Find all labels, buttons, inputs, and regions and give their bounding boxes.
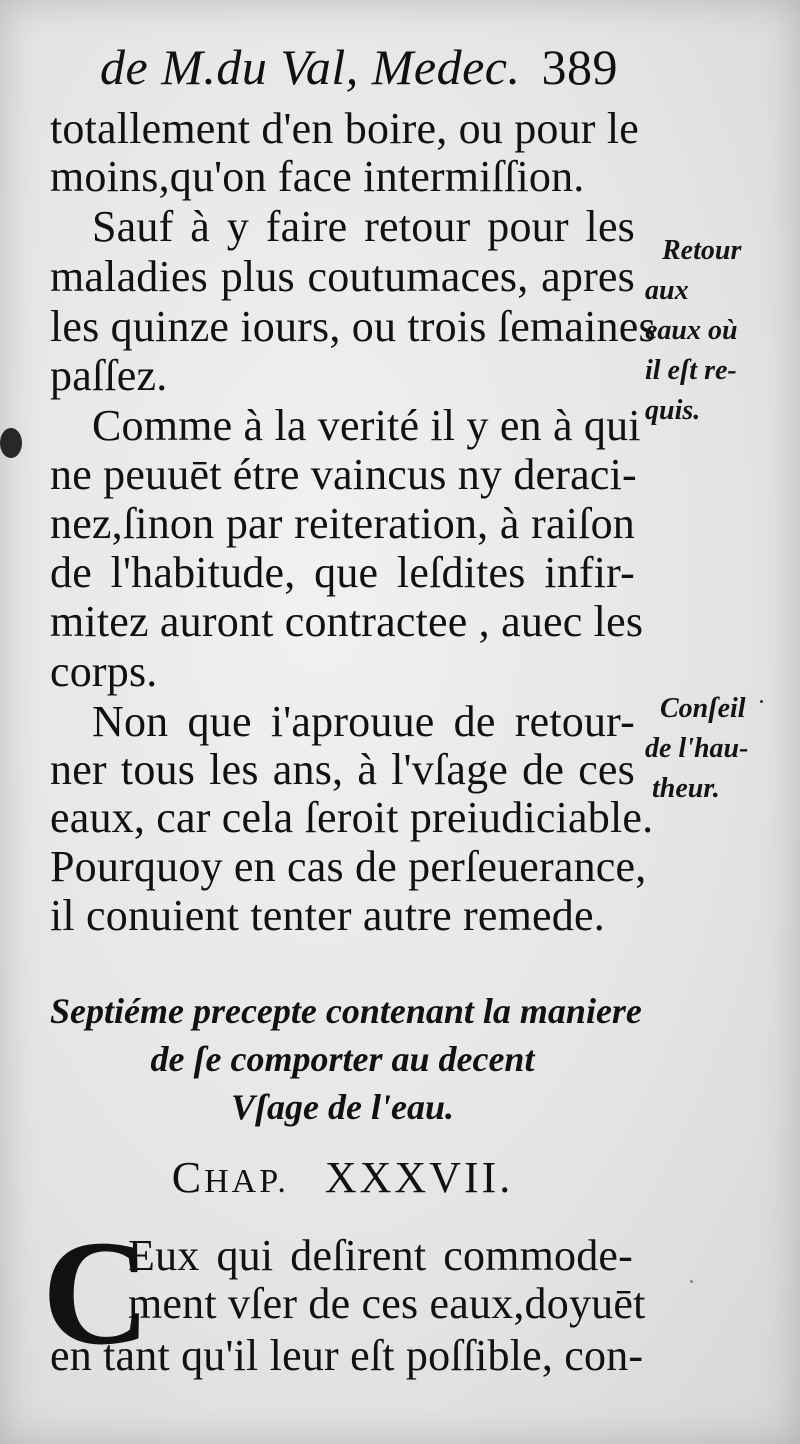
chapter-label-rest: HAP. <box>204 1163 289 1200</box>
margin-note-word: theur. <box>652 773 720 804</box>
running-title: de M.du Val, Medec. <box>100 39 521 95</box>
body-line: Pourquoy en cas de perſeuerance, <box>50 842 647 891</box>
ink-blot <box>0 428 22 458</box>
body-line: de l'habitude, que leſdites infir- <box>50 548 635 597</box>
chapter-label <box>50 1148 635 1212</box>
margin-note-word: il eſt re- <box>645 355 737 386</box>
body-line: mitez auront contractee , auec les <box>50 597 644 646</box>
body-line: paſſez. <box>50 351 168 400</box>
paper-speck <box>690 1280 693 1283</box>
margin-note-word: Retour <box>662 235 742 266</box>
body-line: ner tous les ans, à l'vſage de ces <box>50 745 635 794</box>
body-line: maladies plus coutumaces, apres <box>50 252 635 301</box>
chapter-text-line: Eux qui deſirent commode- <box>128 1231 633 1280</box>
body-line: il conuient tenter autre remede. <box>50 891 605 940</box>
section-heading-line: de ſe comporter au decent <box>150 1039 535 1079</box>
running-header <box>100 38 640 96</box>
margin-note-word: de l'hau- <box>645 733 749 764</box>
paper-speck <box>760 700 763 703</box>
body-line: moins,qu'on face intermiſſion. <box>50 152 585 201</box>
page-number: 389 <box>541 39 618 95</box>
chapter-label-initial: C <box>171 1153 205 1202</box>
margin-note-word: Conſeil <box>660 693 746 724</box>
chapter-text-line: ment vſer de ces eaux,doyuēt <box>128 1279 646 1328</box>
section-heading-line: Vſage de l'eau. <box>231 1087 454 1127</box>
margin-note-word: aux <box>645 275 689 306</box>
body-line: eaux, car cela ſeroit preiudiciable. <box>50 793 654 842</box>
margin-note-word: quis. <box>645 395 701 426</box>
body-line: totallement d'en boire, ou pour le <box>50 104 640 153</box>
section-heading-line: Septiéme precepte contenant la maniere <box>50 991 642 1031</box>
body-line: Comme à la verité il y en à qui <box>92 401 641 450</box>
body-line: ne peuuēt étre vaincus ny deraci- <box>50 450 637 499</box>
body-line: Sauf à y faire retour pour les <box>92 202 635 251</box>
drop-cap: C <box>42 1210 151 1376</box>
body-line: les quinze iours, ou trois ſemaines <box>50 302 656 351</box>
chapter-text-line: en tant qu'il leur eſt poſſible, con- <box>50 1331 644 1380</box>
body-line: nez,ſinon par reiteration, à raiſon <box>50 499 635 548</box>
body-line: Non que i'aprouue de retour- <box>92 697 635 746</box>
margin-note-word: eaux où <box>645 315 738 346</box>
chapter-numeral: XXXVII. <box>324 1153 514 1202</box>
body-line: corps. <box>50 647 158 696</box>
